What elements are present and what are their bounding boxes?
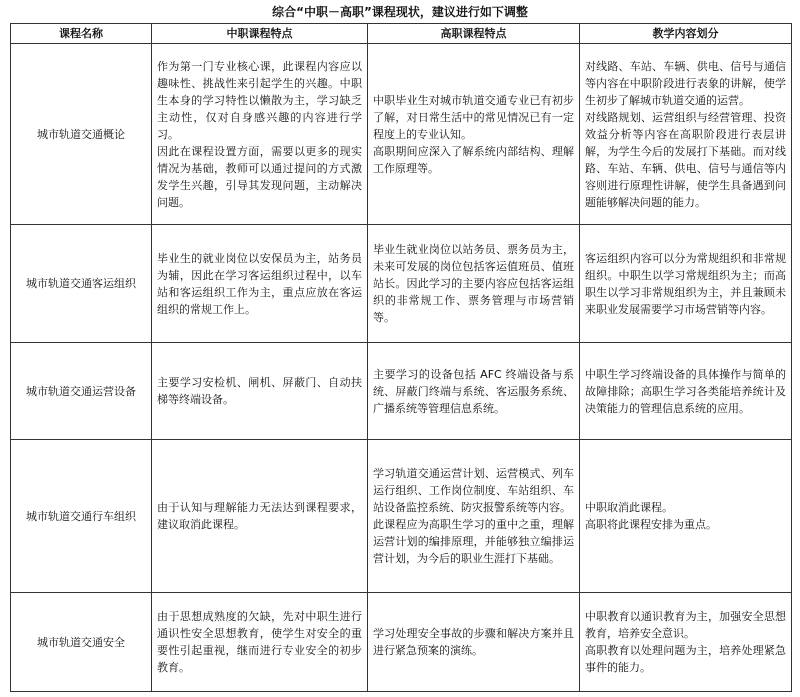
division-cell [580, 440, 792, 593]
zhongzhi-text: 毕业生的就业岗位以安保员为主，站务员为辅，因此在学习客运组织过程中，以车站和客运组织工作为主，重点应放在客运组织的常规工作上。 [157, 251, 362, 316]
gaozhi-text: 毕业生就业岗位以站务员、票务员为主，未来可发展的岗位包括客运值班员、值班站长。因此学习的主要内容应包括客运组织的非常规工作、票务管理与市场营销等。 [373, 243, 574, 324]
table-row [11, 225, 792, 343]
header-zhongzhi-features: 中职课程特点 [152, 24, 368, 44]
zhongzhi-text: 由于认知与理解能力无法达到课程要求，建议取消此课程。 [157, 501, 362, 531]
zhongzhi-cell [152, 44, 368, 225]
division-text: 中职取消此课程。 高职将此课程安排为重点。 [585, 501, 717, 531]
table-row [11, 44, 792, 225]
gaozhi-text: 主要学习的设备包括 AFC 终端设备与系统、屏蔽门终端与系统、客运服务系统、广播系统等管理信息系统。 [373, 367, 574, 415]
zhongzhi-text: 作为第一门专业核心课，此课程内容应以趣味性、挑战性来引起学生的兴趣。中职生本身的学习特性以懒散为主，学习缺乏主动性，仅对自身感兴趣的内容进行学习。 因此在课程设置方面，需要以更多的现实情况为基础，教师可以通过提问的方式激发学生兴趣，引导其发现问题，主动解决问题。 [157, 59, 362, 209]
header-course-name: 课程名称 [11, 24, 152, 44]
division-text: 对线路、车站、车辆、供电、信号与通信等内容在中职阶段进行表象的讲解，使学生初步了解城市轨道交通的运营。 对线路规划、运营组织与经营管理、投资效益分析等内容在高职阶段进行表层讲解，为学生今后的发展打下基础。而对线路、车站、车辆、供电、信号与通信等内容则进行原理性讲解，使学生具备遇到问题能够解决问题的能力。 [585, 59, 786, 209]
gaozhi-text: 学习轨道交通运营计划、运营模式、列车运行组织、工作岗位制度、车站组织、车站设备监控系统、防灾报警系统等内容。 此课程应为高职生学习的重中之重，理解运营计划的编排原理，并能够独立编排运营计划，为今后的职业生涯打下基础。 [373, 467, 574, 565]
zhongzhi-cell [152, 225, 368, 343]
division-text: 客运组织内容可以分为常规组织和非常规组织。中职生以学习常规组织为主；而高职生以学习非常规组织为主，并且兼顾未来职业发展需要学习市场营销等内容。 [585, 251, 786, 316]
zhongzhi-cell [152, 440, 368, 593]
zhongzhi-text: 主要学习安检机、闸机、屏蔽门、自动扶梯等终端设备。 [157, 376, 362, 406]
header-row [11, 24, 792, 44]
gaozhi-text: 中职毕业生对城市轨道交通专业已有初步了解，对日常生活中的常见情况已有一定程度上的专业认知。 高职期间应深入了解系统内部结构、理解工作原理等。 [373, 93, 574, 175]
gaozhi-cell [368, 440, 580, 593]
zhongzhi-cell [152, 343, 368, 440]
gaozhi-cell [368, 593, 580, 692]
division-cell [580, 225, 792, 343]
division-text: 中职教育以通识教育为主，加强安全思想教育，培养安全意识。 高职教育以处理问题为主，培养处理紧急事件的能力。 [585, 610, 786, 674]
gaozhi-cell [368, 343, 580, 440]
zhongzhi-text: 由于思想成熟度的欠缺，先对中职生进行通识性安全思想教育，使学生对安全的重要性引起重视，继而进行专业安全的初步教育。 [157, 610, 362, 674]
gaozhi-cell [368, 225, 580, 343]
division-text: 中职生学习终端设备的具体操作与简单的故障排除；高职生学习各类能培养统计及决策能力的管理信息系统的应用。 [585, 367, 786, 415]
zhongzhi-cell [152, 593, 368, 692]
course-name: 城市轨道交通概论 [11, 44, 152, 225]
table-row [11, 343, 792, 440]
course-name: 城市轨道交通安全 [11, 593, 152, 692]
table-row [11, 440, 792, 593]
course-table [10, 23, 792, 692]
header-gaozhi-features: 高职课程特点 [368, 24, 580, 44]
division-cell [580, 593, 792, 692]
division-cell [580, 343, 792, 440]
division-cell [580, 44, 792, 225]
table-row [11, 593, 792, 692]
header-content-division: 教学内容划分 [580, 24, 792, 44]
course-name: 城市轨道交通运营设备 [11, 343, 152, 440]
course-name: 城市轨道交通行车组织 [11, 440, 152, 593]
gaozhi-text: 学习处理安全事故的步骤和解决方案并且进行紧急预案的演练。 [373, 627, 574, 657]
gaozhi-cell [368, 44, 580, 225]
course-name: 城市轨道交通客运组织 [11, 225, 152, 343]
table-caption: 综合“中职－高职”课程现状，建议进行如下调整 [272, 5, 528, 19]
